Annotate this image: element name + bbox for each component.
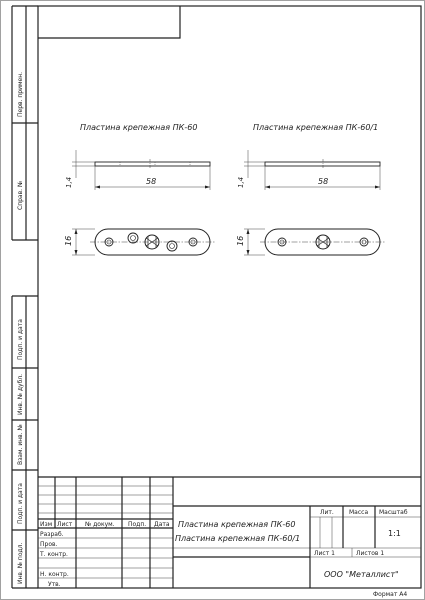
role-prov: Пров.	[40, 541, 58, 548]
part1-thickness-dim: 1,4	[65, 176, 73, 188]
col-dokum: № докум.	[85, 521, 115, 528]
label-inv-dubl: Инв. № дубл.	[17, 373, 24, 415]
part2-width-dim: 16	[236, 235, 245, 246]
drawing-frame	[38, 6, 421, 588]
label-podp-data-1: Подп. и дата	[17, 319, 24, 360]
masshtab-label: Масштаб	[379, 509, 408, 516]
format-label: Формат А4	[373, 591, 408, 598]
part2-side-view	[265, 162, 380, 166]
part1-side-view	[95, 162, 210, 166]
role-t-kontr: Т. контр.	[40, 551, 68, 558]
designation-line-1: Пластина крепежная ПК-60	[178, 520, 296, 529]
role-utv: Утв.	[48, 581, 61, 588]
label-podp-data-2: Подп. и дата	[17, 483, 24, 524]
title-block	[38, 477, 421, 588]
part-pk60-view	[64, 123, 215, 255]
part-pk60-1-view	[236, 123, 385, 255]
company-name: ООО "Металлист"	[324, 570, 399, 579]
part1-hole	[167, 241, 177, 251]
top-stamp-box	[38, 6, 180, 38]
role-n-kontr: Н. контр.	[40, 571, 69, 578]
left-margin-table	[12, 6, 38, 588]
label-inv-podl: Инв. № подл.	[17, 542, 24, 584]
label-vzam-inv: Взам. инв. №	[17, 424, 24, 465]
scale-value: 1:1	[388, 529, 401, 538]
sheet-label: Лист 1	[314, 550, 335, 557]
lit-label: Лит.	[320, 509, 334, 516]
part1-title: Пластина крепежная ПК-60	[80, 123, 198, 132]
col-data: Дата	[154, 521, 170, 528]
part1-width-dim: 16	[64, 235, 73, 246]
massa-label: Масса	[349, 509, 369, 516]
label-sprav-no: Справ. №	[17, 180, 24, 210]
col-podp: Подп.	[128, 521, 147, 528]
role-razrab: Разраб.	[40, 531, 64, 538]
part2-title: Пластина крепежная ПК-60/1	[253, 123, 379, 132]
col-izm: Изм	[40, 521, 53, 528]
label-perv-primen: Перв. примен.	[17, 71, 24, 117]
sheets-label: Листов 1	[356, 550, 385, 557]
part2-length-dim: 58	[318, 177, 329, 186]
part1-hole	[128, 233, 138, 243]
part1-length-dim: 58	[146, 177, 157, 186]
col-list: Лист	[57, 521, 73, 528]
designation-line-2: Пластина крепежная ПК-60/1	[175, 534, 301, 543]
part2-thickness-dim: 1,4	[237, 176, 245, 188]
